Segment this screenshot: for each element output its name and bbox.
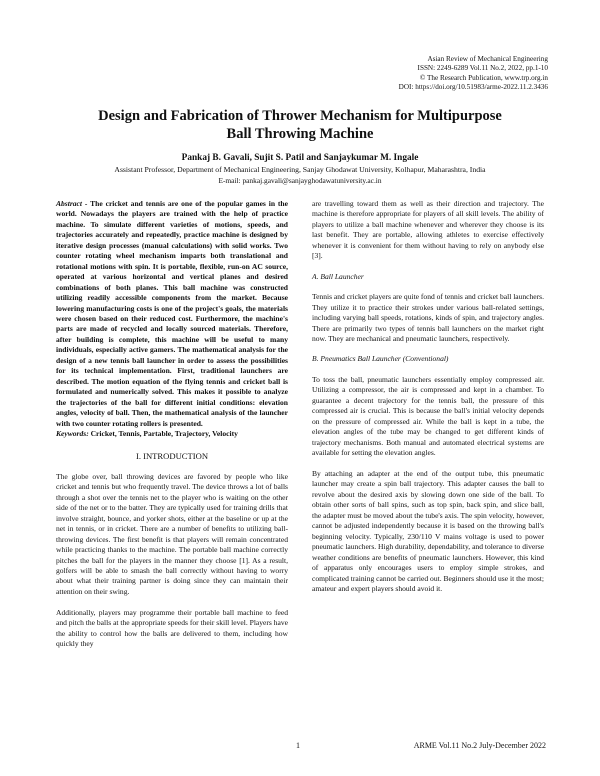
publisher-line: © The Research Publication, www.trp.org.in [419,73,548,82]
keywords-text: Cricket, Tennis, Partable, Trajectory, Velocity [90,428,238,438]
footer-journal: ARME Vol.11 No.2 July-December 2022 [413,741,546,750]
title-line-1: Design and Fabrication of Thrower Mechanism for Multipurpose [98,108,502,124]
abstract-label: Abstract - [56,199,88,208]
right-column [312,199,544,594]
intro-paragraph-2: Additionally, players may programme their portable ball machine to feed and pitch the balls at the appropriate speeds for their skill level. Players have the ability to control how the balls are delivered to them, including how quickly they [56,607,288,649]
keywords [56,429,288,439]
title-line-2: Ball Throwing Machine [226,126,374,142]
paper-title [60,107,540,143]
subsection-heading-ball-launcher: A. Ball Launcher [312,271,364,281]
journal-header [399,55,548,93]
subsection-heading-pneumatic-launcher: B. Pneumatics Ball Launcher (Conventional) [312,354,449,364]
author-email: E-mail: pankaj.gavali@sanjayghodawatuniversity.ac.in [218,176,382,185]
intro-paragraph-2-continued: are travelling toward them as well as their direction and trajectory. The machine is therefore appropriate for players of all skill levels. The ability of players to utilize a ball machine whenever and wherever they choose is its last benefit. They are portable, allowing athletes to exercise effectively whenever it is convenient for them without having to rely on anybody else [3]. [312,199,544,261]
pneumatic-paragraph-1: To toss the ball, pneumatic launchers essentially employ compressed air. Utilizing a compressor, the air is compressed and kept in a chamber. To guarantee a decent trajectory for the tennis ball, the pressure of this compressed air is crucial. This is because the ball's initial velocity depends on the pressure of compressed air. While the ball is kept in a tube, the elevation angles of the tube may be changed to get different kinds of trajectory mechanisms. Both manual and automated electrical systems are available for setting the elevation angles. [312,374,544,458]
journal-name: Asian Review of Mechanical Engineering [427,55,548,63]
abstract-text: The cricket and tennis are one of the popular games in the world. Nowadays the players are trained with the help of practice machine. To simulate different varieties of motions, speeds, and trajectories accurately and repeatedly, practice machine is designed by iterative design processes (manual calculations) with solid works. Two counter rotating wheel mechanism imparts both translational and rotational motions with spin. It is portable, flexible, run-on AC source, operated at various horizontal and vertical planes and desired combinations of both planes. This ball machine was constructed utilizing readily accessible components from the market. Because lowering manufacturing costs is one of the project's goals, the materials were chosen based on their reduced cost. Furthermore, the machine's parts are made of recycled and locally sourced materials. Therefore, after building is complete, this machine will be useful to many individuals, especially active gamers. The mathematical analysis for the design of a new tennis ball launcher in order to assess the possibilities for its technical implementation. First, traditional launchers are described. The motion equation of the flying tennis and cricket ball is formulated and numerically solved. This makes it possible to analyze the trajectories of the ball for different initial conditions: elevation angles, velocity of ball. Then, the mathematical analysis of the launcher with two counter rotating rollers is presented. [56,199,288,428]
left-column [56,199,288,650]
issn-line: ISSN: 2249-6289 Vol.11 No.2, 2022, pp.1-10 [417,64,548,73]
keywords-label: Keywords: [56,428,89,438]
section-heading-introduction: I. INTRODUCTION [135,451,209,462]
doi-line: DOI: https://doi.org/10.51983/arme-2022.11.2.3436 [398,83,548,92]
authors: Pankaj B. Gavali, Sujit S. Patil and Sanjaykumar M. Ingale [181,153,419,163]
intro-paragraph-1: The globe over, ball throwing devices are favored by people who like cricket and tennis but who frequently travel. The device throws a lot of balls through a shot over the tennis net to the player who is waiting on the other side of the net or to the batter. They are typically used for training drills that involve straight, bounce, and yorker shots, either at the baseline or up at the net in tennis, or in cricket. There are a number of benefits to utilizing ball-throwing devices. The first benefit is that players will remain concentrated while practicing thanks to the machine. The portable ball machine correctly pitches the ball for the players in the manner they choose [1]. As a result, golfers will be able to smash the ball correctly without having to worry about what their training partner is doing since they can maintain their attention on their swing. [56,471,288,596]
affiliation: Assistant Professor, Department of Mechanical Engineering, Sanjay Ghodawat University, Kolhapur, Maharashtra, India [114,165,486,174]
page-number: 1 [296,741,300,750]
pneumatic-paragraph-2: By attaching an adapter at the end of the output tube, this pneumatic launcher may create a spin ball trajectory. This adapter causes the ball to revolve about the desired axis by slowing down one side of the ball. To obtain other sorts of ball spins, such as top spin, back spin, and slice ball, the adapter must be moved about the tube's axis. The spin velocity, however, cannot be adjusted independently because it is based on the throwing ball's beginning velocity. Typically, 230/110 V mains voltage is used to power pneumatic launchers. High durability, dependability, and tolerance to diverse weather conditions are benefits of pneumatic launchers. However, this kind of apparatus only encourages users to employ simple strokes, and complicated training cannot be carried out. Beginners should use it the most; amateur and expert players should avoid it. [312,469,544,593]
abstract [56,199,288,429]
ball-launcher-paragraph: Tennis and cricket players are quite fond of tennis and cricket ball launchers. They utilize it to practice their strokes under various ball-related settings, including varying ball speeds, rotations, kinds of spin, and trajectory angles. There are primarily two types of tennis ball launchers on the market right now. They are mechanical and pneumatic launchers, respectively. [312,292,544,343]
